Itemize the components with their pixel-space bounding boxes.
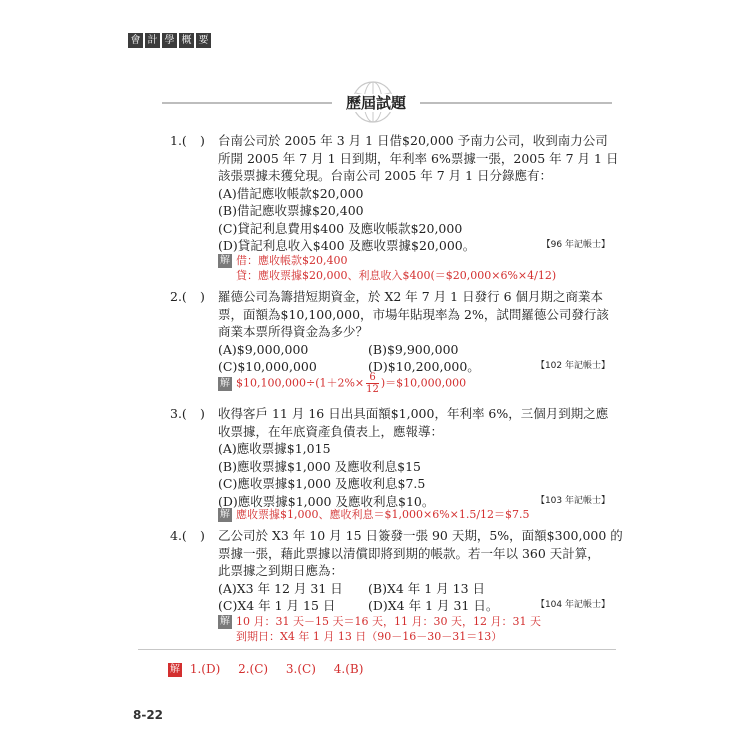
solution-2	[218, 372, 466, 395]
answer-blank: )	[200, 528, 205, 543]
option-b: (B)$9,900,000	[368, 341, 459, 357]
answer-item: 4.(B)	[333, 662, 364, 676]
question-number: 1.(	[170, 133, 187, 148]
option-c: (C)貸記利息費用$400 及應收帳款$20,000	[218, 220, 463, 236]
question-text: 票，面額為$10,100,000，市場年貼現率為 2%，試問羅德公司發行該	[218, 306, 609, 322]
question-text: 收得客戶 11 月 16 日出具面額$1,000，年利率 6%，三個月到期之應	[218, 406, 609, 421]
answer-key-badge: 解	[170, 663, 180, 675]
option-a: (A)借記應收帳款$20,000	[218, 185, 364, 201]
solution-text: 到期日：X4 年 1 月 13 日（90－16－30－31＝13）	[236, 630, 503, 643]
question-number: 2.(	[170, 289, 187, 304]
solution-1	[218, 253, 556, 283]
page-number: 8-22	[133, 708, 164, 722]
answer-item: 2.(C)	[238, 662, 269, 676]
option-d: (D)$10,200,000。	[368, 359, 480, 374]
answer-blank: )	[200, 133, 205, 148]
exam-source-tag: 【104 年記帳士】	[535, 600, 610, 610]
book-title-header	[128, 33, 211, 48]
header-char: 學	[162, 33, 177, 48]
exam-source-tag: 【103 年記帳士】	[535, 495, 610, 506]
solution-formula-post: )＝$10,000,000	[380, 376, 467, 390]
solution-badge: 解	[220, 255, 230, 266]
option-d: (D)應收票據$1,000 及應收利息$10。	[218, 493, 435, 509]
solution-formula-pre: $10,100,000÷(1＋2%×	[236, 376, 365, 390]
answer-blank: )	[200, 406, 205, 421]
answer-blank: )	[200, 289, 205, 304]
header-char: 會	[128, 33, 143, 48]
option-a: (A)$9,000,000	[218, 341, 309, 357]
question-text: 羅德公司為籌措短期資金，於 X2 年 7 月 1 日發行 6 個月期之商業本	[218, 289, 603, 304]
option-b: (B)借記應收票據$20,400	[218, 203, 364, 218]
answer-item: 1.(D)	[189, 662, 221, 676]
answer-divider	[138, 649, 616, 650]
option-c: (C)應收票據$1,000 及應收利息$7.5	[218, 476, 426, 491]
header-char: 要	[196, 33, 211, 48]
question-text: 台南公司於 2005 年 3 月 1 日借$20,000 予南力公司，收到南力公司	[218, 133, 608, 148]
exam-source-tag: 【102 年記帳士】	[535, 361, 610, 371]
solution-text: 貸：應收票據$20,000、利息收入$400(＝$20,000×6%×4/12)	[236, 269, 557, 282]
question-text: 所開 2005 年 7 月 1 日到期，年利率 6%票據一張，2005 年 7 月 1 日	[218, 150, 619, 166]
question-number: 3.(	[170, 406, 187, 421]
fraction	[366, 372, 379, 395]
question-text: 票據一張，藉此票據以清償即將到期的帳款。若一年以 360 天計算，	[218, 545, 600, 561]
option-b: (B)應收票據$1,000 及應收利息$15	[218, 458, 422, 474]
section-title: 歷屆試題	[334, 94, 418, 112]
question-text: 此票據之到期日應為：	[218, 563, 344, 578]
answer-item: 3.(C)	[285, 662, 316, 676]
option-d: (D)貸記利息收入$400 及應收票據$20,000。	[218, 238, 476, 253]
option-c: (C)$10,000,000	[218, 359, 317, 374]
solution-text: 10 月：31 天－15 天＝16 天，11 月：30 天，12 月：31 天	[236, 615, 541, 628]
answer-key	[168, 662, 377, 677]
fraction-numerator: 6	[366, 372, 379, 384]
solution-badge: 解	[220, 377, 230, 389]
option-a: (A)X3 年 12 月 31 日	[218, 580, 343, 596]
option-b: (B)X4 年 1 月 13 日	[368, 580, 486, 596]
option-c: (C)X4 年 1 月 15 日	[218, 598, 336, 613]
section-divider-left	[162, 102, 332, 104]
solution-badge: 解	[220, 616, 230, 627]
solution-text: 借：應收帳款$20,400	[236, 254, 348, 267]
solution-3	[218, 507, 530, 522]
question-number: 4.(	[170, 528, 187, 543]
header-char: 概	[179, 33, 194, 48]
solution-text: 應收票據$1,000、應收利息＝$1,000×6%×1.5/12＝$7.5	[236, 508, 530, 521]
solution-4	[218, 614, 541, 644]
question-text: 商業本票所得資金為多少？	[218, 324, 369, 339]
header-char: 計	[145, 33, 160, 48]
option-a: (A)應收票據$1,015	[218, 441, 331, 456]
option-d: (D)X4 年 1 月 31 日。	[368, 598, 499, 613]
question-text: 收票據，在年底資產負債表上，應報導：	[218, 423, 444, 439]
question-text: 該張票據未獲兌現。台南公司 2005 年 7 月 1 日分錄應有：	[218, 168, 553, 183]
solution-badge: 解	[220, 509, 230, 520]
question-text: 乙公司於 X3 年 10 月 15 日簽發一張 90 天期，5%，面額$300,000 的	[218, 528, 623, 543]
fraction-denominator: 12	[366, 384, 379, 395]
section-divider-right	[420, 102, 612, 104]
exam-source-tag: 【96 年記帳士】	[541, 240, 610, 250]
